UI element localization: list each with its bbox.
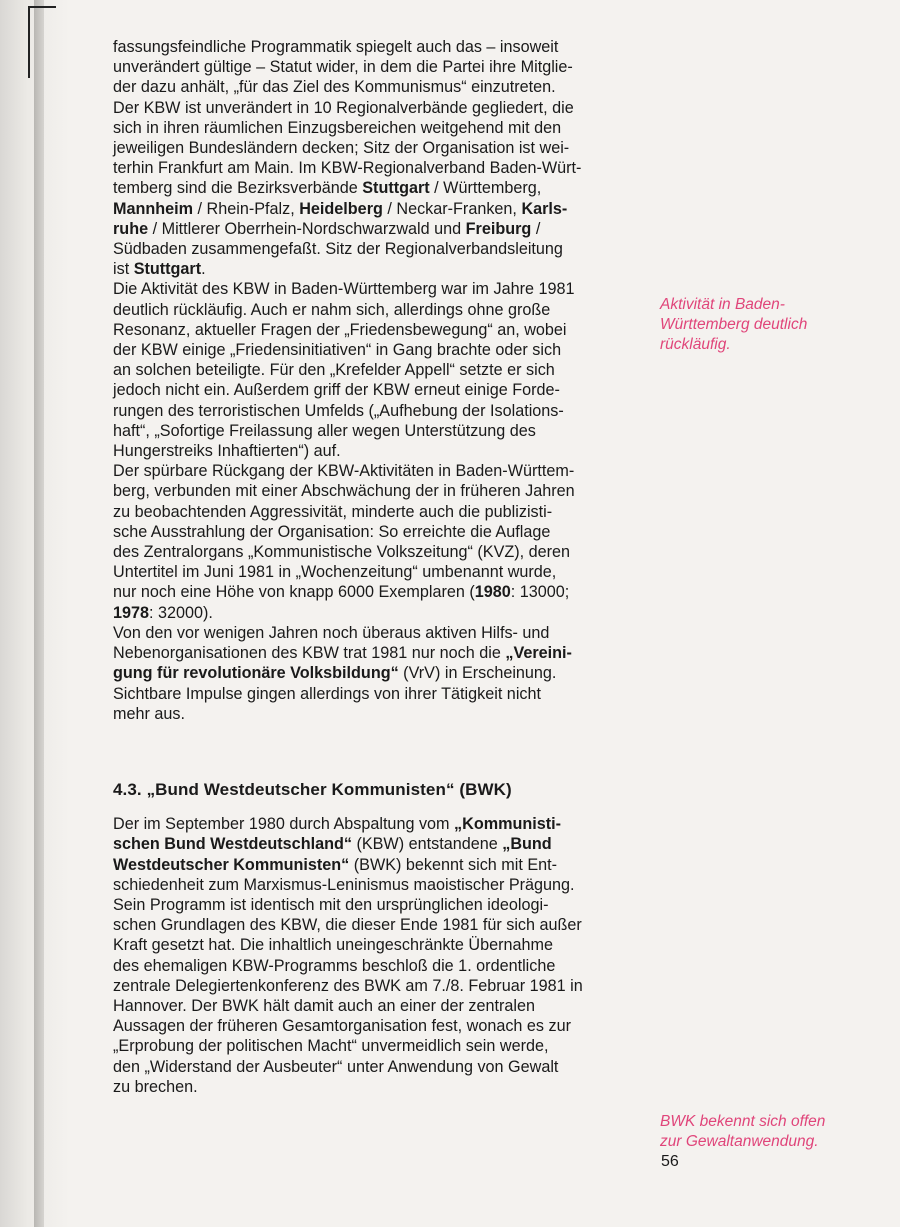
text-line: nur noch eine Höhe von knapp 6000 Exemplaren ( (113, 583, 475, 602)
text-line: „Erprobung der politischen Macht“ unvermeidlich sein werde, (113, 1037, 549, 1056)
text-line: Kraft gesetzt hat. Die inhaltlich uneingeschränkte Übernahme (113, 936, 554, 955)
bold-org-kbw-cont: schen Bund Westdeutschland“ (113, 835, 352, 854)
text-line: / Rhein-Pfalz, (193, 199, 300, 218)
text-line: zentrale Delegiertenkonferenz des BWK am 7./8. Februar 1981 in (113, 976, 583, 995)
text-line: (BWK) bekennt sich mit Ent- (349, 855, 558, 874)
paragraph-1 (113, 37, 639, 98)
text-line: Der spürbare Rückgang der KBW-Aktivitäten in Baden-Württem- (113, 462, 575, 481)
text-line: Nebenorganisationen des KBW trat 1981 nur noch die (113, 644, 506, 663)
page-number: 56 (661, 1153, 679, 1170)
text-line: des Zentralorgans „Kommunistische Volkszeitung“ (KVZ), deren (113, 543, 571, 562)
text-line: haft“, „Sofortige Freilassung aller wegen Unterstützung des (113, 421, 536, 440)
text-line: Von den vor wenigen Jahren noch überaus aktiven Hilfs- und (113, 623, 550, 642)
text-line: (VrV) in Erscheinung. (398, 664, 557, 683)
paragraph-3 (113, 279, 639, 461)
bold-org-vrv: „Vereini- (505, 644, 572, 663)
text-line: sich in ihren räumlichen Einzugsbereichen weitgehend mit den (113, 118, 562, 137)
text-line: : 32000). (149, 603, 213, 622)
text-line: des ehemaligen KBW-Programms beschloß die 1. ordentliche (113, 956, 556, 975)
text-line: (KBW) entstandene (351, 835, 503, 854)
margin-note-line: BWK bekennt sich offen (660, 1113, 826, 1130)
text-line: den „Widerstand der Ausbeuter“ unter Anwendung von Gewalt (113, 1057, 559, 1076)
text-line: sche Ausstrahlung der Organisation: So erreichte die Auflage (113, 522, 551, 541)
bold-place-stuttgart: Stuttgart (362, 179, 430, 198)
text-line: Resonanz, aktueller Fragen der „Friedensbewegung“ an, wobei (113, 320, 567, 339)
text-line: berg, verbunden mit einer Abschwächung der in früheren Jahren (113, 482, 575, 501)
text-line: an solchen beteiligte. Für den „Krefelder Appell“ setzte er sich (113, 361, 555, 380)
bold-place-karlsruhe: Karls- (521, 199, 568, 218)
text-line: Aussagen der früheren Gesamtorganisation fest, wonach es zur (113, 1017, 572, 1036)
bold-place-karlsruhe-cont: ruhe (113, 219, 149, 238)
text-line: temberg sind die Bezirksverbände (113, 179, 363, 198)
text-line: der KBW einige „Friedensinitiativen“ in Gang brachte oder sich (113, 341, 562, 360)
text-line: Der KBW ist unverändert in 10 Regionalverbände gegliedert, die (113, 98, 574, 117)
text-line: / Neckar-Franken, (382, 199, 522, 218)
bold-org-bwk-cont: Westdeutscher Kommunisten“ (113, 855, 350, 874)
text-line: / (531, 219, 541, 238)
margin-note-line: Aktivität in Baden- (660, 296, 785, 313)
bold-year-1978: 1978 (113, 603, 150, 622)
text-line: Südbaden zusammengefaßt. Sitz der Regionalverbandsleitung (113, 240, 563, 259)
text-line: mehr aus. (113, 704, 185, 723)
margin-note-activity (660, 295, 880, 355)
text-line: / Mittlerer Oberrhein-Nordschwarzwald und (148, 219, 466, 238)
text-line: Untertitel im Juni 1981 in „Wochenzeitung“ umbenannt wurde, (113, 563, 557, 582)
paragraph-2 (113, 98, 639, 280)
margin-note-line: zur Gewaltanwendung. (660, 1133, 819, 1150)
text-line: : 13000; (510, 583, 570, 602)
text-line: Hannover. Der BWK hält damit auch an einer der zentralen (113, 996, 535, 1015)
text-line: der dazu anhält, „für das Ziel des Kommunismus“ einzutreten. (113, 78, 556, 97)
text-line: Die Aktivität des KBW in Baden-Württemberg war im Jahre 1981 (113, 280, 575, 299)
bold-place-freiburg: Freiburg (465, 219, 532, 238)
text-line: ist (113, 260, 134, 279)
text-line: Sichtbare Impulse gingen allerdings von ihrer Tätigkeit nicht (113, 684, 542, 703)
main-text-column (113, 37, 639, 1097)
text-line: fassungsfeindliche Programmatik spiegelt auch das – insoweit (113, 38, 559, 56)
bold-place-heidelberg: Heidelberg (299, 199, 383, 218)
text-line: Sein Programm ist identisch mit den ursprünglichen ideologi- (113, 895, 549, 914)
text-line: jeweiligen Bundesländern decken; Sitz der Organisation ist wei- (113, 139, 570, 158)
text-line: deutlich rückläufig. Auch er nahm sich, allerdings ohne große (113, 300, 551, 319)
text-line: terhin Frankfurt am Main. Im KBW-Regionalverband Baden-Würt- (113, 159, 582, 178)
bold-org-kbw: „Kommunisti- (454, 815, 562, 834)
margin-note-violence (660, 1112, 880, 1152)
margin-note-line: Württemberg deutlich (660, 316, 808, 333)
crop-mark (28, 6, 56, 78)
text-line: Hungerstreiks Inhaftierten“) auf. (113, 442, 341, 461)
text-line: schen Grundlagen des KBW, die dieser Ende 1981 für sich außer (113, 916, 582, 935)
text-line: unverändert gültige – Statut wider, in dem die Partei ihre Mitglie- (113, 58, 573, 77)
bold-place-mannheim: Mannheim (113, 199, 194, 218)
bold-org-bwk: „Bund (502, 835, 552, 854)
text-line: schiedenheit zum Marxismus-Leninismus maoistischer Prägung. (113, 875, 575, 894)
text-line: Der im September 1980 durch Abspaltung vom (113, 815, 455, 834)
binding-strip (34, 0, 44, 1227)
paragraph-6 (113, 814, 639, 1097)
text-line: / Württemberg, (429, 179, 542, 198)
text-line: jedoch nicht ein. Außerdem griff der KBW erneut einige Forde- (113, 381, 560, 400)
text-line: . (201, 260, 206, 279)
paragraph-4 (113, 461, 639, 623)
text-line: zu beobachtenden Aggressivität, minderte auch die publizisti- (113, 502, 553, 521)
margin-note-line: rückläufig. (660, 336, 731, 353)
bold-year-1980: 1980 (474, 583, 511, 602)
text-line: rungen des terroristischen Umfelds („Aufhebung der Isolations- (113, 401, 564, 420)
bold-place-stuttgart-seat: Stuttgart (133, 260, 202, 279)
bold-org-vrv-cont: gung für revolutionäre Volksbildung“ (113, 664, 399, 683)
paragraph-5 (113, 623, 639, 724)
section-heading: 4.3. „Bund Westdeutscher Kommunisten“ (BWK) (113, 779, 512, 799)
text-line: zu brechen. (113, 1077, 198, 1096)
